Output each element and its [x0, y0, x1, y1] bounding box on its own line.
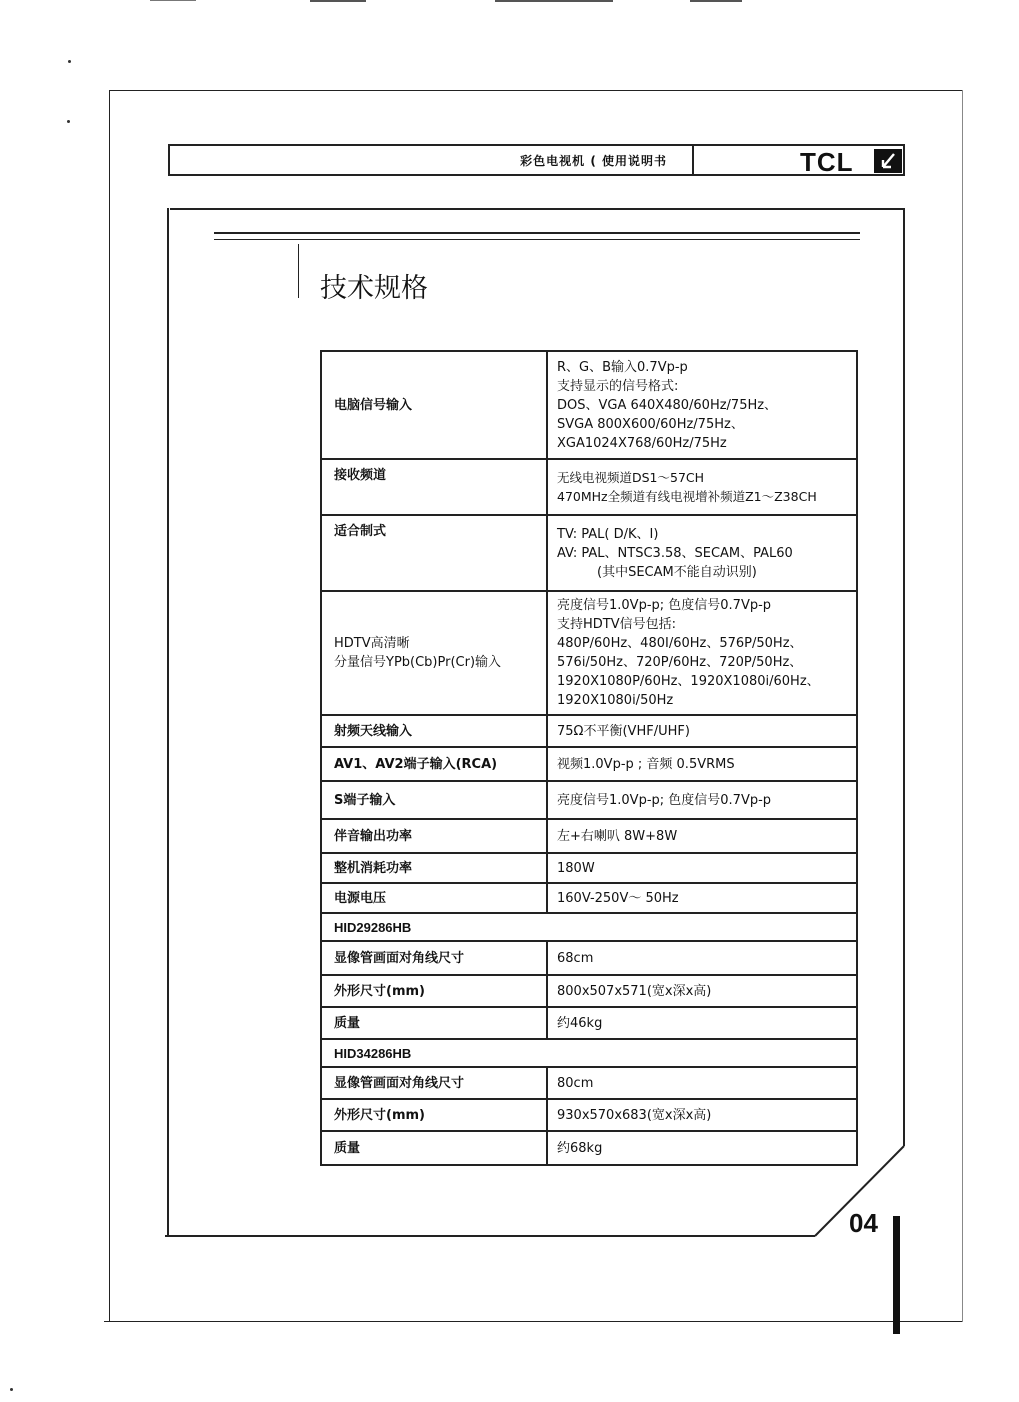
table-row — [321, 591, 857, 715]
page-title: 技术规格 — [320, 273, 428, 304]
content-frame-left — [167, 208, 169, 1236]
spec-label: 外形尺寸(mm) — [321, 975, 547, 1007]
spec-label: 射频天线输入 — [321, 715, 547, 747]
spec-label: 显像管画面对角线尺寸 — [321, 941, 547, 975]
table-row — [321, 781, 857, 819]
page-number: 04 — [849, 1208, 878, 1238]
spec-label: 伴音输出功率 — [321, 819, 547, 853]
spec-value: 亮度信号1.0Vp-p; 色度信号0.7Vp-p — [547, 781, 857, 819]
page-number-bar — [893, 1216, 900, 1334]
manual-title: 彩色电视机 ( 使用说明书 — [520, 154, 667, 168]
spec-label: 外形尺寸(mm) — [321, 1099, 547, 1131]
spec-label: 整机消耗功率 — [321, 853, 547, 883]
scan-top-mark — [495, 0, 613, 2]
table-row — [321, 975, 857, 1007]
spec-label: AV1、AV2端子输入(RCA) — [321, 747, 547, 781]
scan-speck — [68, 60, 71, 63]
spec-label: 电源电压 — [321, 883, 547, 913]
spec-label: 接收频道 — [321, 459, 547, 515]
table-row — [321, 351, 857, 459]
title-rule-thin — [214, 239, 860, 240]
outer-frame-left — [109, 90, 110, 1322]
content-frame-top — [170, 208, 905, 210]
outer-frame-right — [962, 90, 963, 1322]
table-row — [321, 941, 857, 975]
spec-value: 800x507x571(宽x深x高) — [547, 975, 857, 1007]
spec-value: 约68kg — [547, 1131, 857, 1165]
table-row — [321, 515, 857, 591]
content-frame-bottom — [165, 1235, 815, 1237]
table-row — [321, 459, 857, 515]
spec-label: S端子输入 — [321, 781, 547, 819]
spec-value: 68cm — [547, 941, 857, 975]
spec-label: 质量 — [321, 1007, 547, 1039]
scan-speck — [10, 1388, 13, 1391]
spec-value: 75Ω不平衡(VHF/UHF) — [547, 715, 857, 747]
scan-top-mark — [690, 0, 742, 2]
table-row — [321, 819, 857, 853]
spec-value: 左+右喇叭 8W+8W — [547, 819, 857, 853]
model-name: HID34286HB — [321, 1039, 857, 1067]
spec-value: 亮度信号1.0Vp-p; 色度信号0.7Vp-p 支持HDTV信号包括: 480P/60Hz、480I/60Hz、576P/50Hz、 576i/50Hz、720P/60Hz、720P/50Hz、 1920X1080P/60Hz、1920X1080i/60Hz、 1920X1080i/50Hz — [547, 591, 857, 715]
spec-label: 电脑信号输入 — [321, 351, 547, 459]
page-header — [168, 144, 905, 176]
scan-top-mark — [310, 0, 366, 2]
table-row — [321, 853, 857, 883]
table-row — [321, 1099, 857, 1131]
table-row — [321, 883, 857, 913]
spec-value: 930x570x683(宽x深x高) — [547, 1099, 857, 1131]
content-frame-right — [903, 208, 905, 1146]
brand-mark-icon — [874, 149, 902, 173]
scan-top-mark — [150, 0, 196, 1]
model-header-row — [321, 913, 857, 941]
spec-table — [320, 350, 858, 1166]
spec-value: 视频1.0Vp-p ; 音频 0.5VRMS — [547, 747, 857, 781]
brand-logo: TCL — [800, 147, 854, 177]
spec-label: HDTV高清晰 分量信号YPb(Cb)Pr(Cr)输入 — [321, 591, 547, 715]
spec-label: 适合制式 — [321, 515, 547, 591]
spec-value: 80cm — [547, 1067, 857, 1099]
outer-frame-bottom — [104, 1321, 962, 1322]
table-row — [321, 1131, 857, 1165]
spec-value: 无线电视频道DS1～57CH 470MHz全频道有线电视增补频道Z1～Z38CH — [547, 459, 857, 515]
outer-frame-top — [110, 90, 962, 91]
table-row — [321, 715, 857, 747]
table-row — [321, 1067, 857, 1099]
title-side-bar — [298, 244, 299, 298]
spec-value: R、G、B输入0.7Vp-p 支持显示的信号格式: DOS、VGA 640X480/60Hz/75Hz、 SVGA 800X600/60Hz/75Hz、 XGA1024X768/60Hz/75Hz — [547, 351, 857, 459]
model-header-row — [321, 1039, 857, 1067]
spec-value: 180W — [547, 853, 857, 883]
spec-label: 显像管画面对角线尺寸 — [321, 1067, 547, 1099]
title-rule-thick — [214, 232, 860, 234]
spec-label: 质量 — [321, 1131, 547, 1165]
scan-speck — [67, 120, 70, 123]
spec-value: 160V-250V～ 50Hz — [547, 883, 857, 913]
spec-value: TV: PAL( D/K、I) AV: PAL、NTSC3.58、SECAM、PAL60 (其中SECAM不能自动识别) — [547, 515, 857, 591]
model-name: HID29286HB — [321, 913, 857, 941]
table-row — [321, 1007, 857, 1039]
table-row — [321, 747, 857, 781]
header-divider — [692, 146, 694, 174]
spec-value: 约46kg — [547, 1007, 857, 1039]
